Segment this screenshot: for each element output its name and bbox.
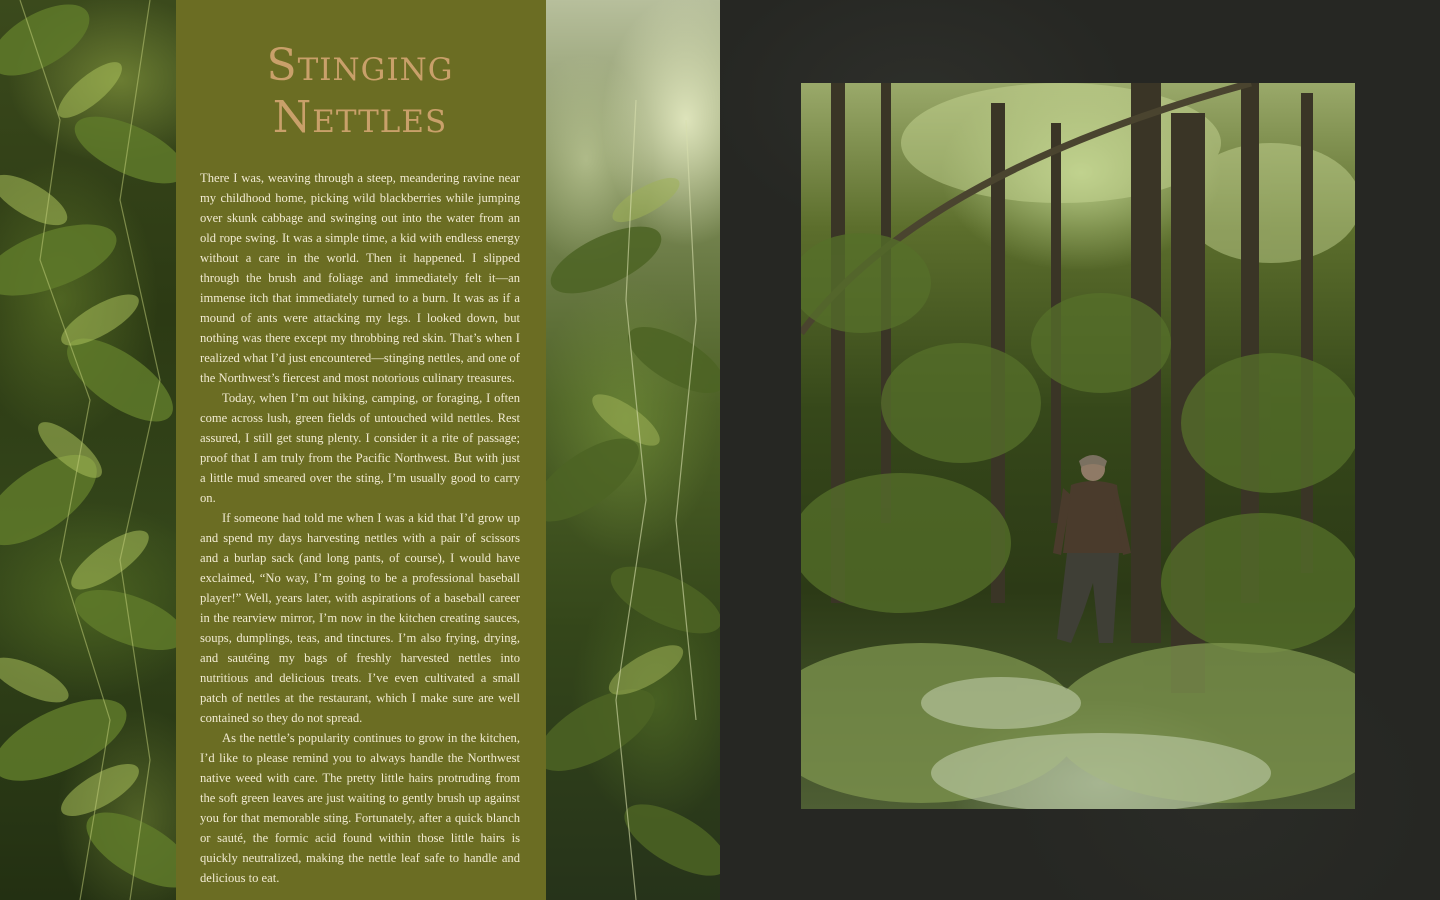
nettle-leaves-photo-left xyxy=(0,0,176,900)
paragraph-1: There I was, weaving through a steep, meandering ravine near my childhood home, picking wild blackberries while jumping over skunk cabbage and swinging out into the water from an old rope swing. It was a simple time, a kid with endless energy without a care in the world. Then it happened. I slipped through the brush and foliage and immediately felt it—an immense itch that immediately turned to a burn. It was as if a mound of ants were attacking my legs. I looked down, but nothing was there except my throbbing red skin. That’s when I realized what I’d just encountered—stinging nettles, and one of the Northwest’s fiercest and most notorious culinary treasures. xyxy=(200,171,520,385)
right-page xyxy=(720,0,1440,900)
text-panel xyxy=(176,0,546,900)
body-text xyxy=(200,168,520,888)
nettle-leaves-photo-right xyxy=(546,0,720,900)
chapter-title: Stinging Nettles xyxy=(266,40,454,143)
paragraph-2: Today, when I’m out hiking, camping, or foraging, I often come across lush, green fields of untouched wild nettles. Rest assured, I still get stung plenty. I consider it a rite of passage; proof that I am truly from the Pacific Northwest. But with just a little mud smeared over the sting, I’m usually good to carry on. xyxy=(200,391,520,505)
paragraph-4: As the nettle’s popularity continues to grow in the kitchen, I’d like to please remind you to always handle the Northwest native weed with care. The pretty little hairs protruding from the soft green leaves are just waiting to gently brush up against you for that memorable sting. Fortunately, after a quick blanch or sauté, the formic acid found within those little hairs is quickly neutralized, making the nettle leaf safe to handle and delicious to eat. xyxy=(200,731,520,885)
forest-photo xyxy=(801,83,1355,809)
man-walking-figure xyxy=(1053,455,1131,643)
paragraph-3: If someone had told me when I was a kid that I’d grow up and spend my days harvesting nettles with a pair of scissors and a burlap sack (and long pants, of course), I would have exclaimed, “No way, I’m going to be a professional baseball player!” Well, years later, with aspirations of a baseball career in the rearview mirror, I’m now in the kitchen creating sauces, soups, dumplings, teas, and tinctures. I’m also frying, drying, and sautéing my bags of freshly harvested nettles into nutritious and delicious treats. I’ve even cultivated a small patch of nettles at the restaurant, which I make sure are well contained so they do not spread. xyxy=(200,511,520,725)
